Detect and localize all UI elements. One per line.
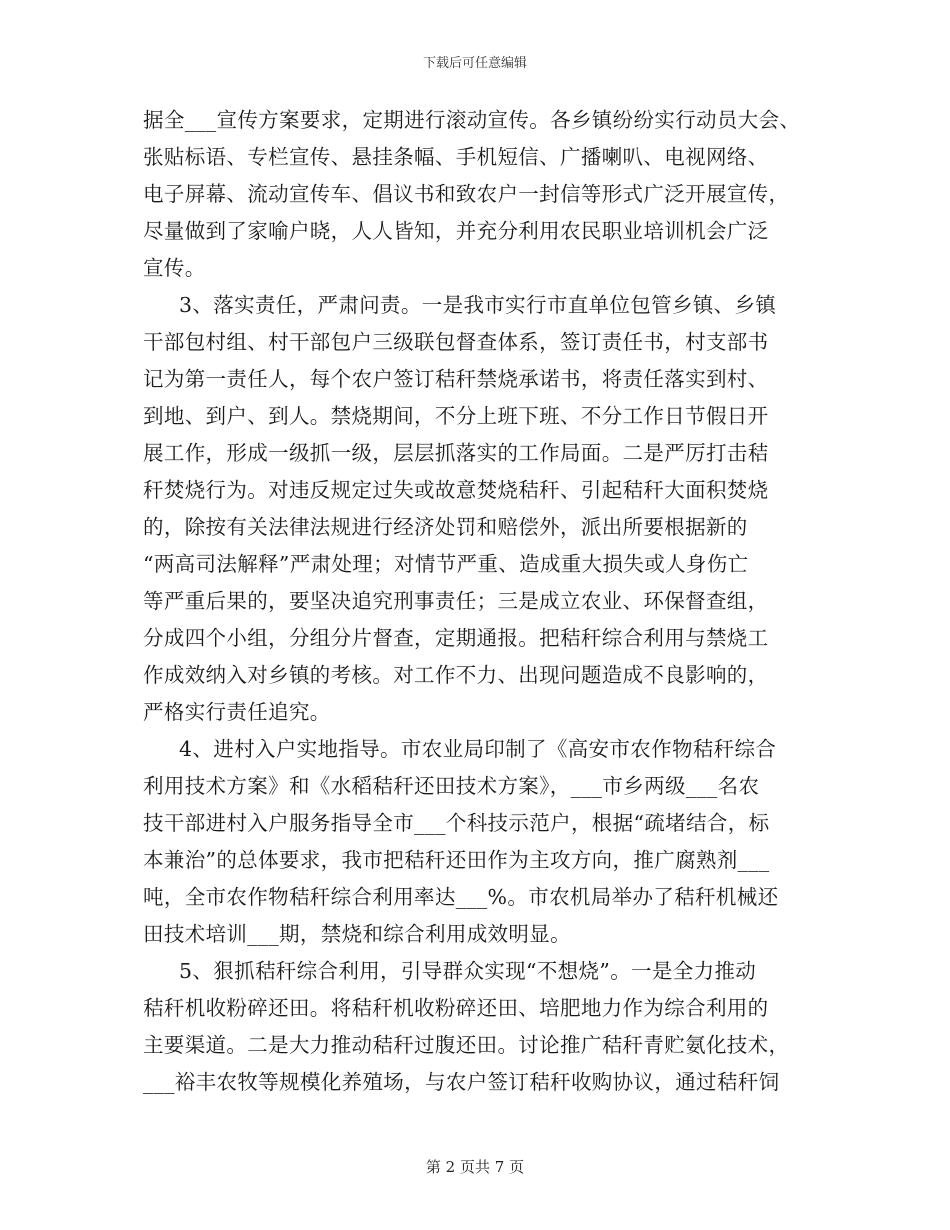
text-line: 吨，全市农作物秸秆综合利用率达___%。市农机局举办了秸秆机械还 [143, 885, 779, 909]
text-line: 张贴标语、专栏宣传、悬挂条幅、手机短信、广播喇叭、电视网络、 [143, 145, 769, 169]
text-line: 3、落实责任，严肃问责。一是我市实行市直单位包管乡镇、乡镇 [179, 293, 777, 317]
text-line: ___裕丰农牧等规模化养殖场，与农户签订秸秆收购协议，通过秸秆饲 [143, 1070, 780, 1094]
paragraph [143, 953, 813, 1101]
text-line: 利用技术方案》和《水稻秸秆还田技术方案》，___市乡两级___名农 [143, 774, 760, 798]
text-line: 技干部进村入户服务指导全市___个科技示范户，根据“疏堵结合，标 [143, 811, 770, 835]
page-number: 第 2 页共 7 页 [425, 1158, 525, 1176]
text-line: “两高司法解释”严肃处理；对情节严重、造成重大损失或人身伤亡 [143, 552, 749, 576]
text-line: 展工作，形成一级抓一级，层层抓落实的工作局面。二是严厉打击秸 [143, 441, 769, 465]
text-line: 等严重后果的，要坚决追究刑事责任；三是成立农业、环保督查组， [143, 589, 769, 613]
text-line: 田技术培训___期，禁烧和综合利用成效明显。 [143, 922, 571, 946]
text-line: 秆焚烧行为。对违反规定过失或故意焚烧秸秆、引起秸秆大面积焚烧 [143, 478, 769, 502]
document-body [143, 102, 813, 1101]
text-line: 据全___宣传方案要求，定期进行滚动宣传。各乡镇纷纷实行动员大会、 [143, 108, 801, 132]
text-line: 主要渠道。二是大力推动秸秆过腹还田。讨论推广秸秆青贮氨化技术， [143, 1033, 790, 1057]
text-line: 4、进村入户实地指导。市农业局印制了《高安市农作物秸秆综合 [179, 737, 777, 761]
text-line: 到地、到户、到人。禁烧期间，不分上班下班、不分工作日节假日开 [143, 404, 769, 428]
paragraph [143, 102, 813, 287]
text-line: 干部包村组、村干部包户三级联包督查体系，签订责任书，村支部书 [143, 330, 769, 354]
paragraph [143, 731, 813, 953]
text-line: 尽量做到了家喻户晓，人人皆知，并充分利用农民职业培训机会广泛 [143, 219, 769, 243]
text-line: 宣传。 [143, 256, 206, 280]
text-line: 电子屏幕、流动宣传车、倡议书和致农户一封信等形式广泛开展宣传， [143, 182, 790, 206]
text-line: 记为第一责任人，每个农户签订秸秆禁烧承诺书，将责任落实到村、 [143, 367, 769, 391]
text-line: 的，除按有关法律法规进行经济处罚和赔偿外，派出所要根据新的 [143, 515, 748, 539]
page-header: 下载后可任意编辑 [422, 56, 527, 71]
text-line: 分成四个小组，分组分片督查，定期通报。把秸秆综合利用与禁烧工 [143, 626, 769, 650]
text-line: 作成效纳入对乡镇的考核。对工作不力、出现问题造成不良影响的， [143, 663, 769, 687]
text-line: 严格实行责任追究。 [143, 700, 331, 724]
text-line: 秸秆机收粉碎还田。将秸秆机收粉碎还田、培肥地力作为综合利用的 [143, 996, 769, 1020]
text-line: 本兼治”的总体要求，我市把秸秆还田作为主攻方向，推广腐熟剂___ [143, 848, 770, 872]
paragraph [143, 287, 813, 731]
text-line: 5、狠抓秸秆综合利用，引导群众实现“不想烧”。一是全力推动 [179, 959, 757, 983]
